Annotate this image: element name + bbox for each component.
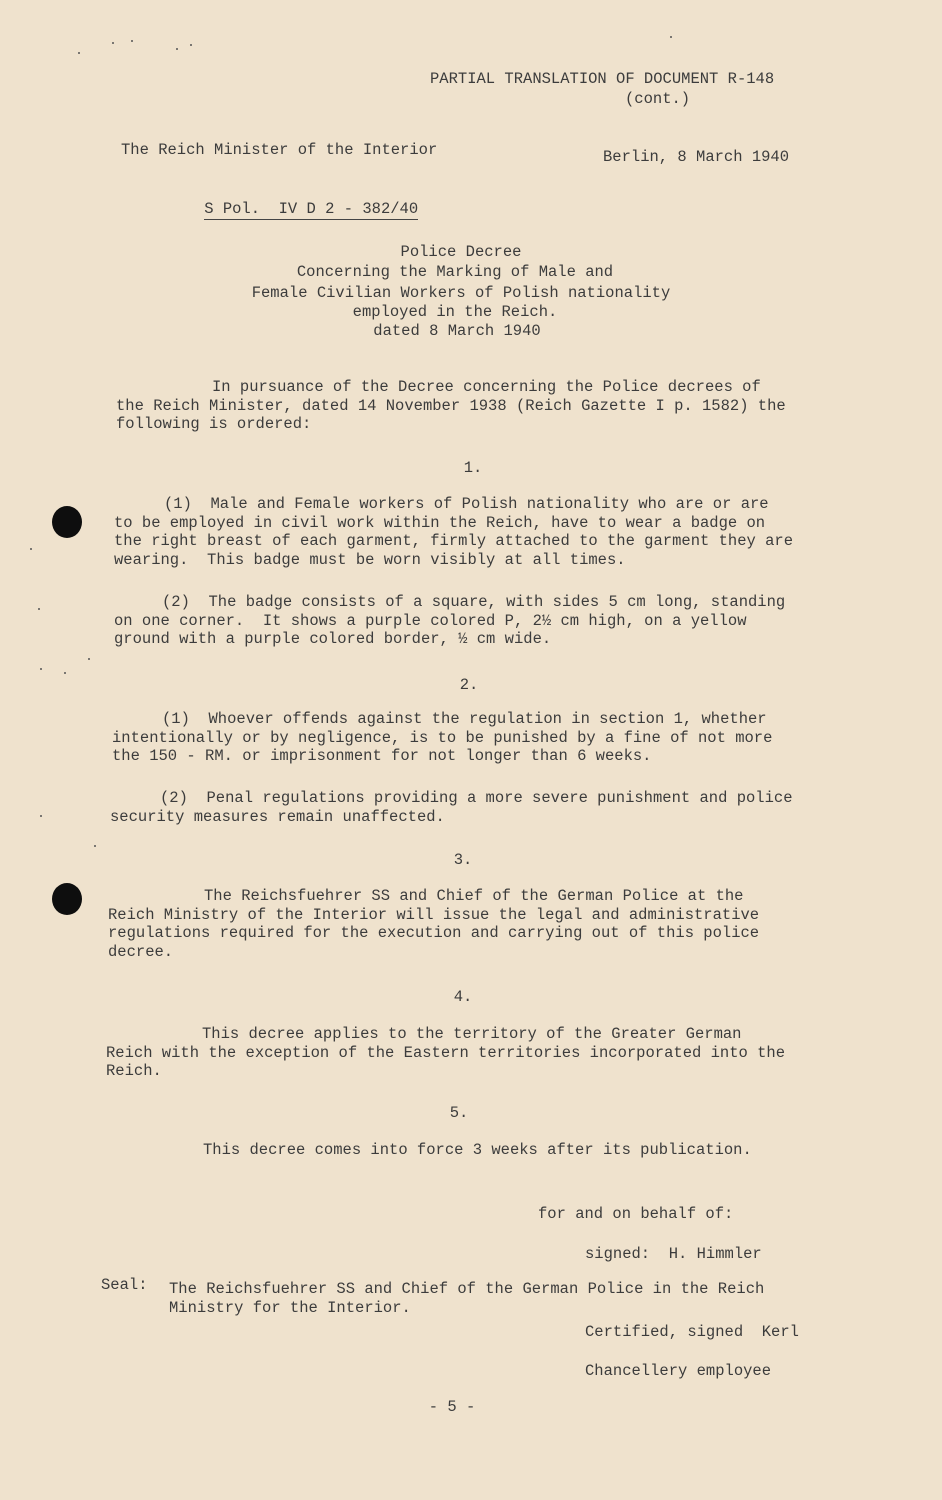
paper-speck bbox=[40, 815, 42, 817]
paragraph-line: ground with a purple colored border, ½ cm wide. bbox=[114, 630, 552, 648]
section-1-paragraph-1 bbox=[114, 495, 793, 569]
decree-title-line: Concerning the Marking of Male and bbox=[296, 263, 614, 281]
paragraph-line: This decree comes into force 3 weeks after its publication. bbox=[203, 1141, 752, 1159]
continuation-note: (cont.) bbox=[625, 90, 691, 108]
preamble-line: the Reich Minister, dated 14 November 1938 (Reich Gazette I p. 1582) the bbox=[116, 396, 786, 415]
paragraph-line: This decree applies to the territory of the Greater German bbox=[202, 1025, 742, 1043]
section-5-paragraph bbox=[203, 1141, 752, 1160]
certifier-role: Chancellery employee bbox=[585, 1362, 772, 1380]
preamble-line: In pursuance of the Decree concerning the Police decrees of bbox=[212, 378, 761, 396]
paper-speck bbox=[88, 658, 90, 660]
page-number: - 5 - bbox=[428, 1398, 476, 1416]
section-number: 4. bbox=[453, 988, 473, 1006]
seal-line: The Reichsfuehrer SS and Chief of the German Police in the Reich bbox=[169, 1280, 765, 1298]
paragraph-line: Reich Ministry of the Interior will issue the legal and administrative bbox=[108, 905, 760, 924]
on-behalf-of: for and on behalf of: bbox=[538, 1205, 734, 1223]
paragraph-line: wearing. This badge must be worn visibly at all times. bbox=[114, 550, 626, 569]
section-number: 1. bbox=[463, 459, 483, 477]
document-title: PARTIAL TRANSLATION OF DOCUMENT R-148 bbox=[430, 70, 775, 88]
paragraph-line: the right breast of each garment, firmly attached to the garment they are bbox=[114, 532, 794, 550]
section-4-paragraph bbox=[106, 1025, 785, 1081]
preamble-line: following is ordered: bbox=[116, 415, 312, 433]
section-3-paragraph bbox=[108, 887, 759, 961]
reference-text: S Pol. IV D 2 - 382/40 bbox=[204, 200, 419, 218]
place-date: Berlin, 8 March 1940 bbox=[603, 148, 790, 166]
paragraph-line: Reich with the exception of the Eastern territories incorporated into the bbox=[106, 1043, 786, 1062]
paragraph-line: (2) Penal regulations providing a more severe punishment and police bbox=[160, 789, 793, 807]
certified-by: Certified, signed Kerl bbox=[585, 1323, 799, 1341]
section-2-paragraph-1 bbox=[112, 710, 772, 766]
paragraph-line: decree. bbox=[108, 942, 174, 961]
paper-speck bbox=[176, 48, 178, 50]
seal-text bbox=[169, 1280, 764, 1317]
paragraph-line: regulations required for the execution and carrying out of this police bbox=[108, 924, 760, 942]
reference-number bbox=[167, 181, 418, 238]
preamble bbox=[116, 378, 786, 434]
section-number: 2. bbox=[459, 676, 479, 694]
decree-title-line: Female Civilian Workers of Polish nationality bbox=[251, 284, 671, 302]
seal-label: Seal: bbox=[101, 1276, 148, 1294]
paragraph-line: on one corner. It shows a purple colored P, 2½ cm high, on a yellow bbox=[114, 611, 747, 630]
paper-speck bbox=[30, 548, 32, 550]
paper-speck bbox=[190, 44, 192, 46]
paragraph-line: security measures remain unaffected. bbox=[110, 807, 445, 826]
paragraph-line: (1) Male and Female workers of Polish nationality who are or are bbox=[164, 495, 769, 513]
decree-title-line: employed in the Reich. bbox=[352, 303, 558, 321]
paragraph-line: to be employed in civil work within the Reich, have to wear a badge on bbox=[114, 513, 766, 532]
paper-speck bbox=[64, 672, 66, 674]
paper-speck bbox=[78, 52, 80, 54]
paragraph-line: The Reichsfuehrer SS and Chief of the German Police at the bbox=[204, 887, 744, 905]
paper-speck bbox=[40, 668, 42, 670]
seal-line: Ministry for the Interior. bbox=[169, 1298, 411, 1317]
decree-title-line: Police Decree bbox=[400, 243, 522, 261]
decree-title-line: dated 8 March 1940 bbox=[373, 322, 541, 340]
section-number: 3. bbox=[453, 851, 473, 869]
paper-speck bbox=[670, 36, 672, 38]
section-2-paragraph-2 bbox=[110, 789, 793, 826]
sender: The Reich Minister of the Interior bbox=[121, 141, 438, 159]
punch-hole-bottom bbox=[52, 883, 82, 915]
paragraph-line: (2) The badge consists of a square, with sides 5 cm long, standing bbox=[162, 593, 786, 611]
section-number: 5. bbox=[449, 1104, 469, 1122]
section-1-paragraph-2 bbox=[114, 593, 785, 649]
paper-speck bbox=[112, 42, 114, 44]
signed-by: signed: H. Himmler bbox=[585, 1245, 762, 1263]
punch-hole-top bbox=[52, 506, 82, 538]
paragraph-line: intentionally or by negligence, is to be punished by a fine of not more bbox=[112, 728, 773, 747]
paper-speck bbox=[94, 845, 96, 847]
paragraph-line: the 150 - RM. or imprisonment for not longer than 6 weeks. bbox=[112, 747, 652, 765]
paragraph-line: (1) Whoever offends against the regulation in section 1, whether bbox=[162, 710, 767, 728]
paragraph-line: Reich. bbox=[106, 1062, 162, 1080]
paper-speck bbox=[38, 608, 40, 610]
paper-speck bbox=[131, 40, 133, 42]
